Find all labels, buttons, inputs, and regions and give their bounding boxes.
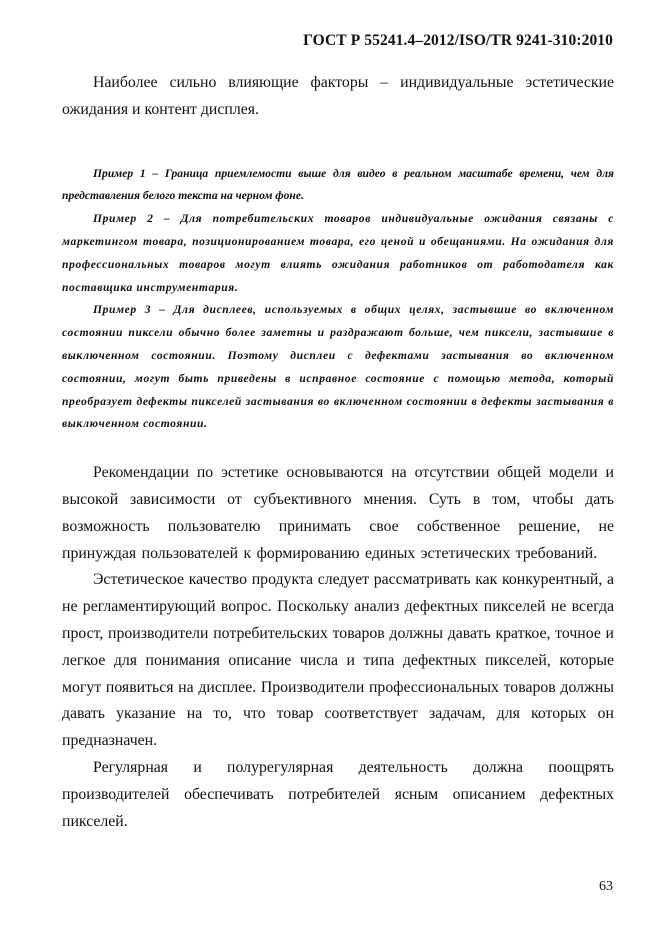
- document-header: ГОСТ Р 55241.4–2012/ISO/TR 9241-310:2010: [303, 32, 613, 49]
- example-1: Пример 1 – Граница приемлемости выше для видео в реальном масштабе времени, чем для представления белого текста на черном фоне.: [62, 166, 614, 203]
- paragraph-aesthetic-quality: Эстетическое качество продукта следует рассматривать как конкурентный, а не регламентирующий вопрос. Поскольку анализ дефектных пикселей не всегда прост, производители потребительских товаров должны давать краткое, точное и легкое для понимания описание числа и типа дефектных пикселей, которые могут появиться на дисплее. Производители профессиональных товаров должны давать указание на то, что товар соответствует задачам, для которых он предназначен.: [62, 571, 614, 750]
- example-3: Пример 3 – Для дисплеев, используемых в общих целях, застывшие во включенном состоянии пиксели обычно более заметны и раздражают больше, чем пиксели, застывшие в выключенном состоянии. Поэтому дисплеи с дефектами застывания во включенном состоянии, могут быть приведены в исправное состояние с помощью метода, который преобразует дефекты пикселей застывания во включенном состоянии в дефекты застывания в выключенном состоянии.: [62, 303, 614, 431]
- paragraph-aesthetics-recommendations: Рекомендации по эстетике основываются на отсутствии общей модели и высокой зависимости от субъективного мнения. Суть в том, чтобы дать возможность пользователю принимать свое собственное решение, не принуждая пользователей к формированию единых эстетических требований.: [62, 464, 614, 562]
- paragraph-influencing-factors: Наиболее сильно влияющие факторы – индивидуальные эстетические ожидания и контент дисплея.: [62, 74, 614, 118]
- example-2: Пример 2 – Для потребительских товаров индивидуальные ожидания связаны с маркетингом товара, позиционированием товара, его ценой и обещаниями. На ожидания для профессиональных товаров могут влиять ожидания работников от работодателя как поставщика инструментария.: [62, 212, 614, 294]
- page-content: [62, 70, 614, 835]
- paragraph-regular-activity: Регулярная и полурегулярная деятельность должна поощрять производителей обеспечивать потребителей ясным описанием дефектных пикселей.: [62, 758, 614, 830]
- page-number: 63: [599, 879, 613, 894]
